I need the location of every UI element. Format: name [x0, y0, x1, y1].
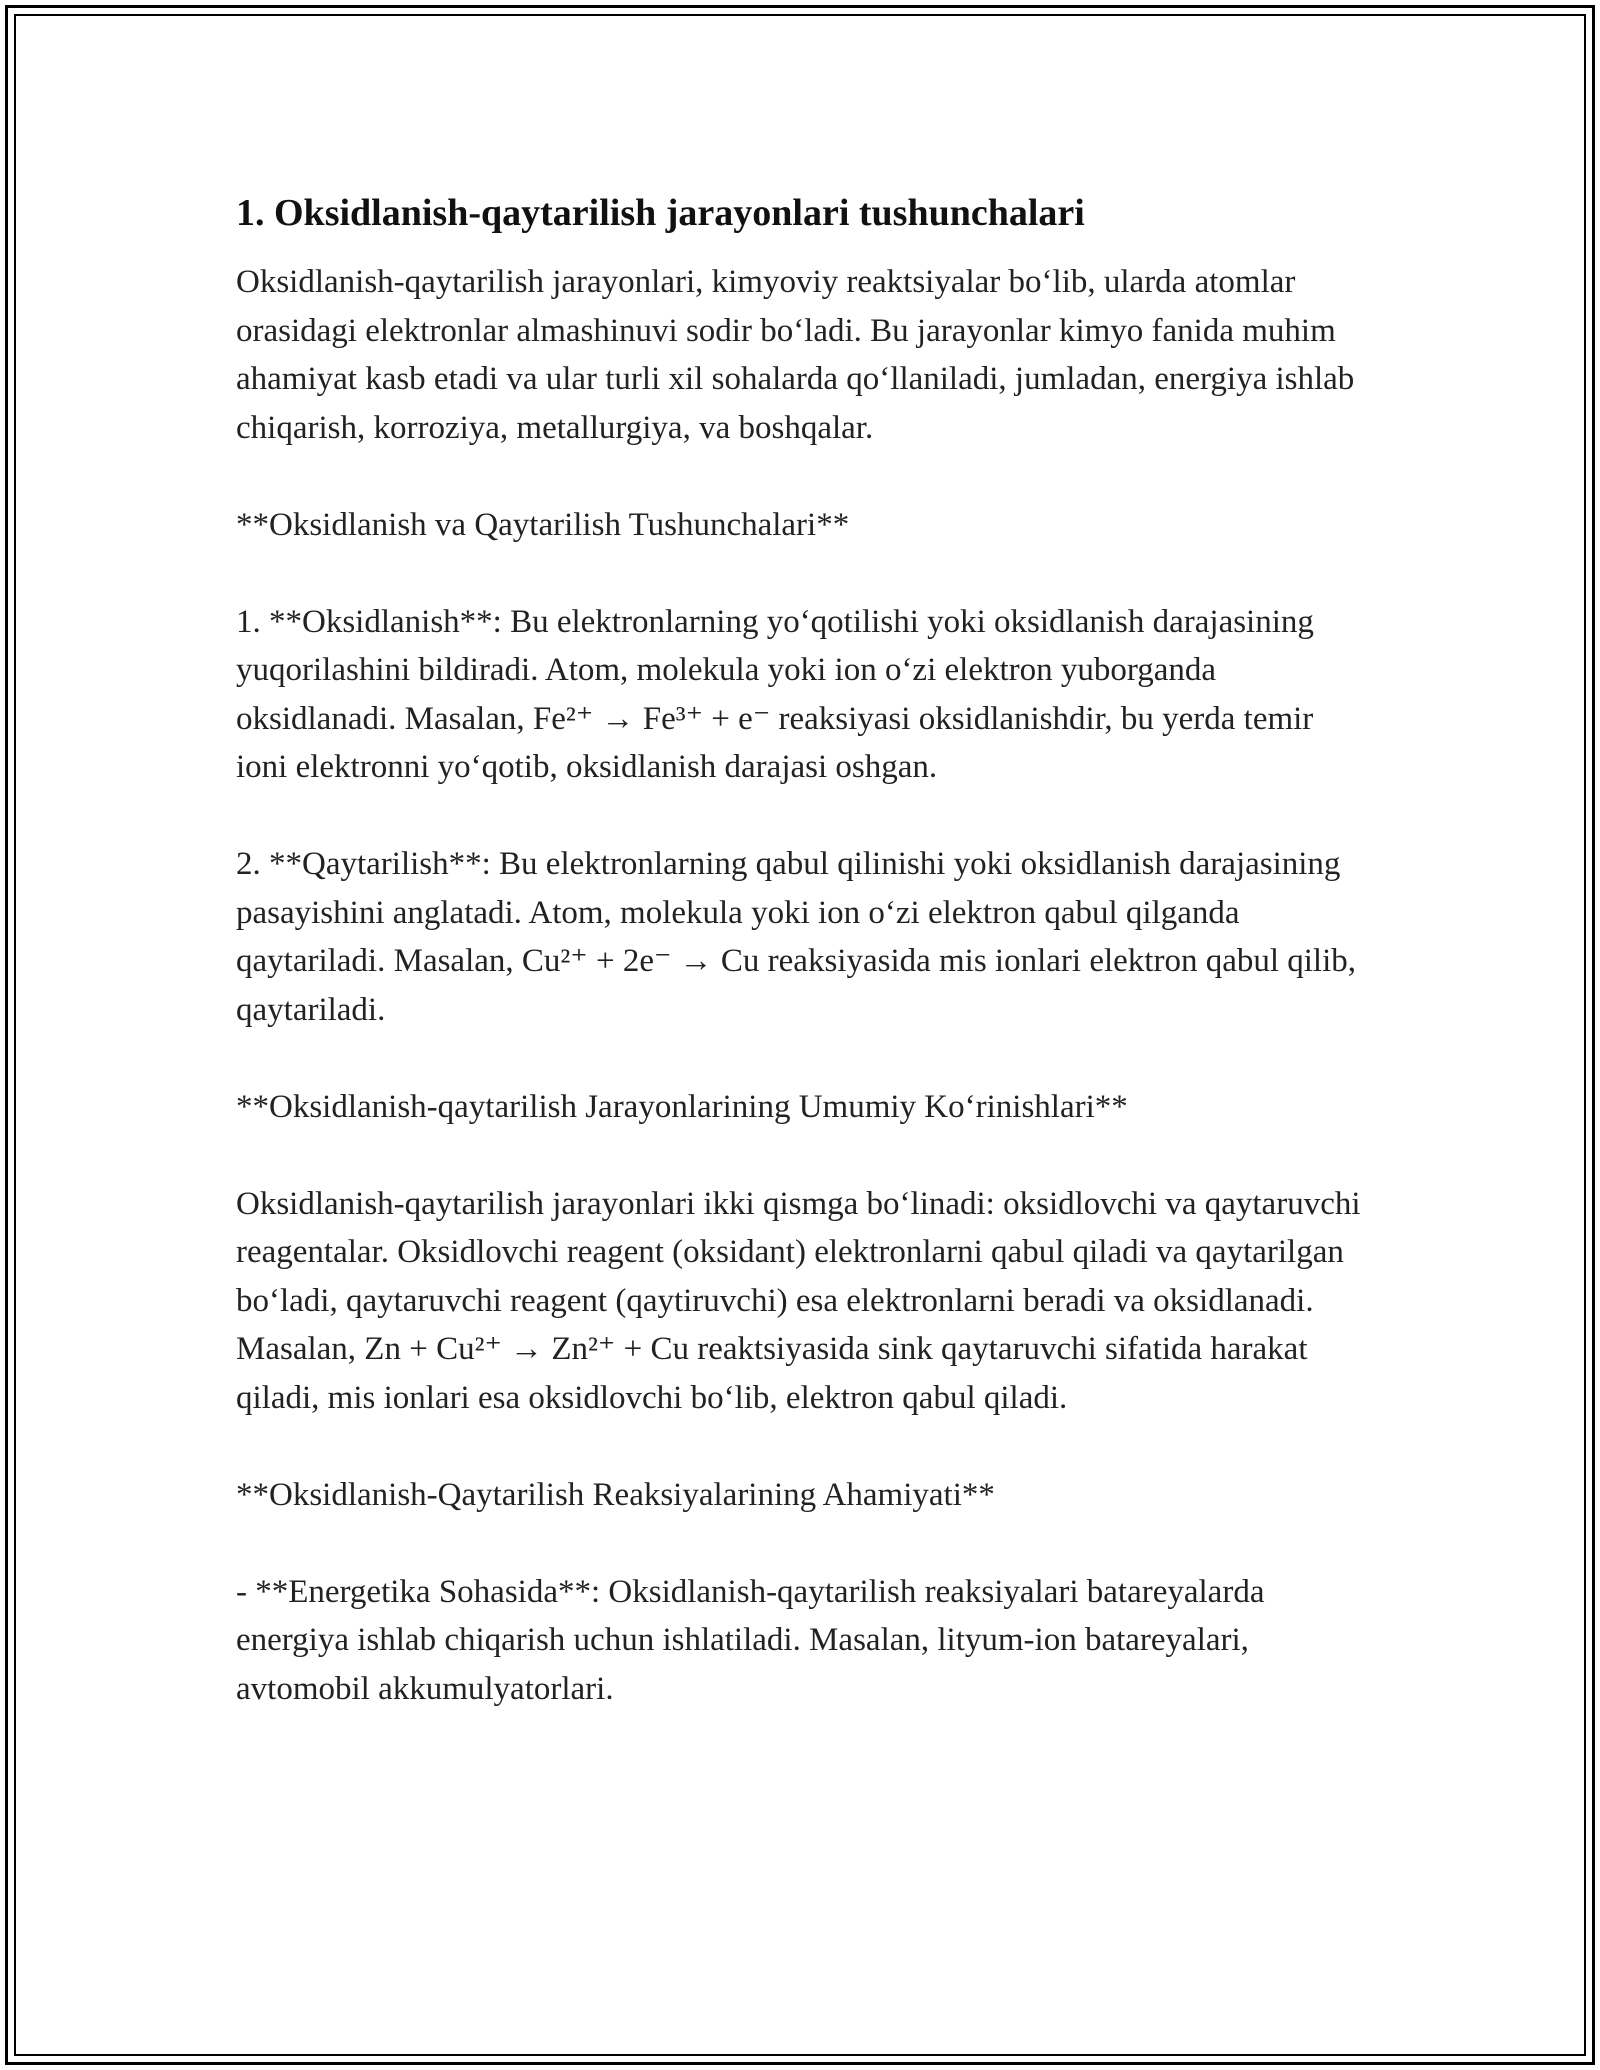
intro-paragraph: Oksidlanish-qaytarilish jarayonlari, kimyoviy reaktsiyalar bo‘lib, ularda atomlar orasidagi elektronlar almashinuvi sodir bo‘ladi. Bu jarayonlar kimyo fanida muhim ahamiyat kasb etadi va ular turli xil sohalarda qo‘llaniladi, jumladan, energiya ishlab chiqarish, korroziya, metallurgiya, va boshqalar.: [236, 264, 1355, 446]
reagents-paragraph: Oksidlanish-qaytarilish jarayonlari ikki qismga bo‘linadi: oksidlovchi va qaytaruvchi reagentalar. Oksidlovchi reagent (oksidant) elektronlarni qabul qiladi va qaytarilgan bo‘ladi, qaytaruvchi reagent (qaytiruvchi) esa elektronlarni beradi va oksidlanadi. Masalan, Zn + Cu²⁺ → Zn²⁺ + Cu reaktsiyasida sink qaytaruvchi sifatida harakat qiladi, mis ionlari esa oksidlovchi bo‘lib, elektron qabul qiladi.: [236, 1185, 1361, 1416]
subheading-overview: **Oksidlanish-qaytarilish Jarayonlarining Umumiy Ko‘rinishlari**: [236, 1088, 1128, 1125]
oxidation-paragraph: 1. **Oksidlanish**: Bu elektronlarning yo‘qotilishi yoki oksidlanish darajasining yuqorilashini bildiradi. Atom, molekula yoki ion o‘zi elektron yuborganda oksidlanadi. Masalan, Fe²⁺ → Fe³⁺ + e⁻ reaksiyasi oksidlanishdir, bu yerda temir ioni elektronni yo‘qotib, oksidlanish darajasi oshgan.: [236, 603, 1314, 785]
energetics-paragraph: - **Energetika Sohasida**: Oksidlanish-qaytarilish reaksiyalari batareyalarda energiya ishlab chiqarish uchun ishlatiladi. Masalan, lityum-ion batareyalari, avtomobil akkumulyatorlari.: [236, 1573, 1265, 1707]
subheading-concepts: **Oksidlanish va Qaytarilish Tushunchalari**: [236, 506, 850, 543]
subheading-importance: **Oksidlanish-Qaytarilish Reaksiyalarining Ahamiyati**: [236, 1476, 995, 1513]
reduction-paragraph: 2. **Qaytarilish**: Bu elektronlarning qabul qilinishi yoki oksidlanish darajasining pasayishini anglatadi. Atom, molekula yoki ion o‘zi elektron qabul qilganda qaytariladi. Masalan, Cu²⁺ + 2e⁻ → Cu reaksiyasida mis ionlari elektron qabul qilib, qaytariladi.: [236, 846, 1357, 1028]
section-heading: 1. Oksidlanish-qaytarilish jarayonlari tushunchalari: [236, 192, 1085, 234]
document-body: [236, 188, 1366, 1713]
